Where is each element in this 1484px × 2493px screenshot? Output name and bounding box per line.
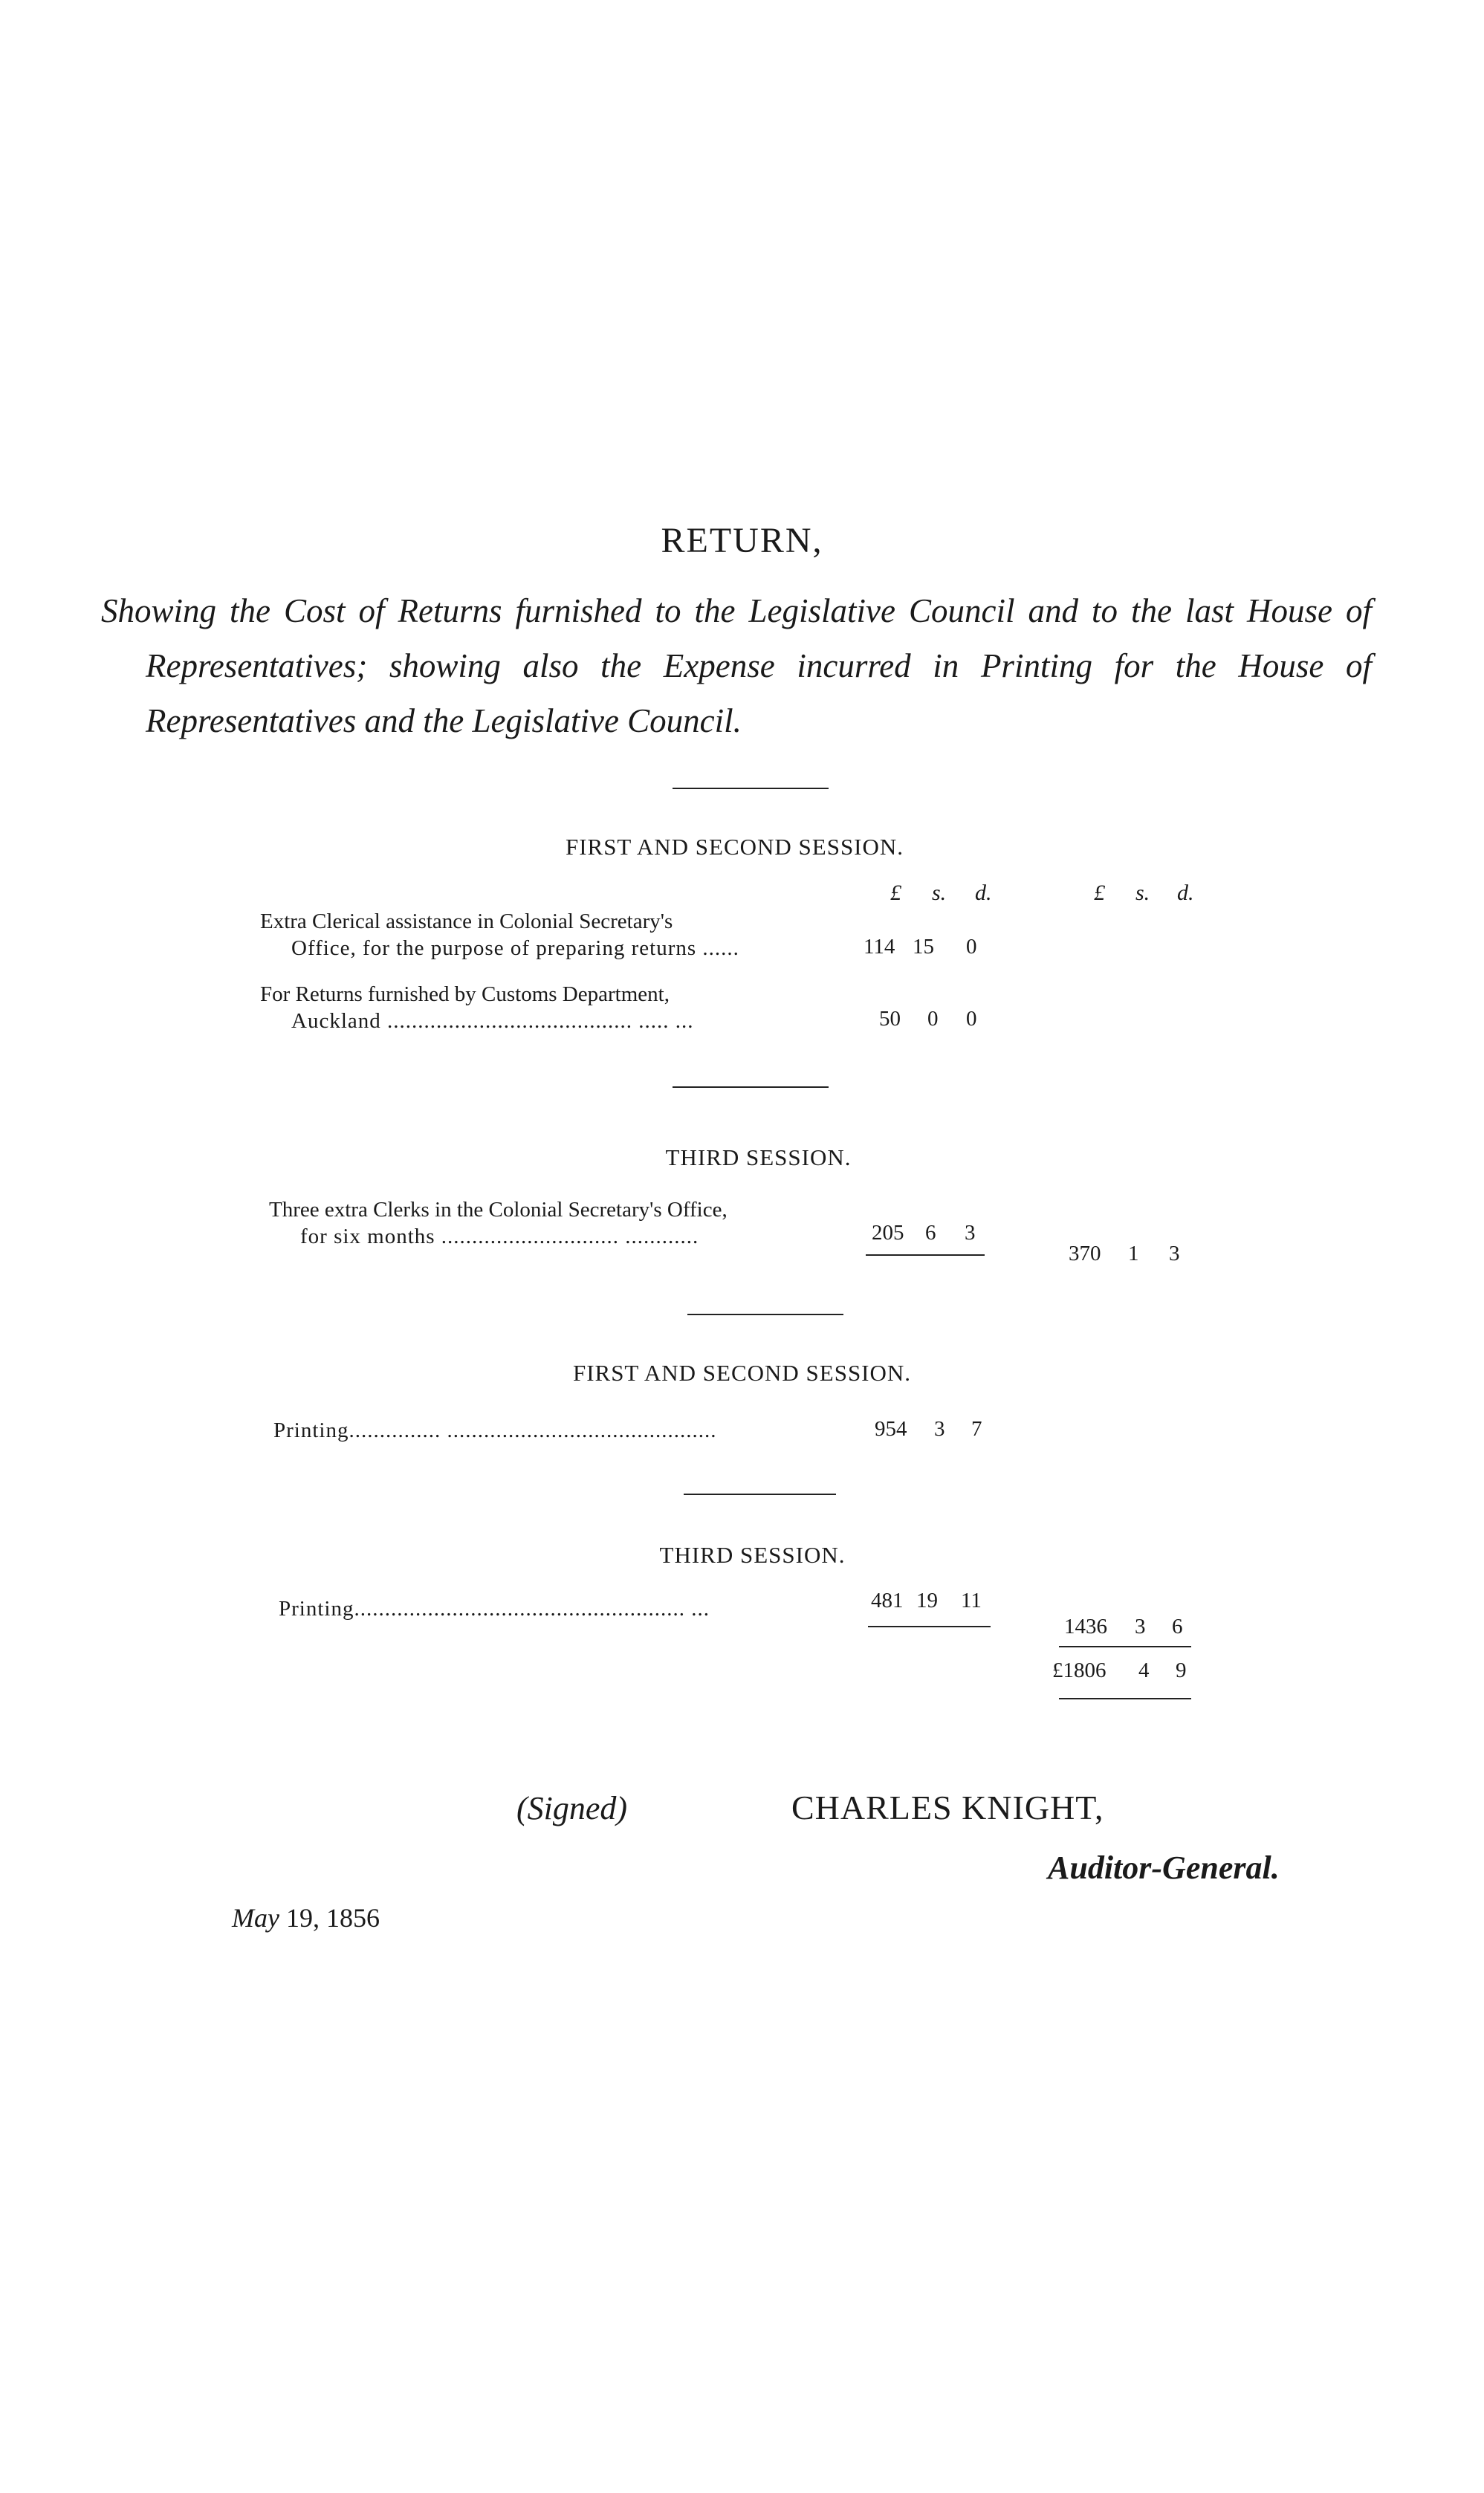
col-pound-header-1: £ <box>890 881 901 905</box>
line-item-text: Printing............... ............................................ <box>273 1419 717 1442</box>
grand-total-pounds: £1806 <box>1052 1659 1106 1682</box>
line-item <box>273 1417 853 1444</box>
col-shilling-header-2: s. <box>1135 881 1150 905</box>
total-underline <box>1059 1698 1191 1699</box>
section-heading-first-second-printing: FIRST AND SECOND SESSION. <box>572 1360 912 1386</box>
section-divider <box>673 1086 829 1088</box>
col-pound-header-2: £ <box>1094 881 1105 905</box>
line-item-text-continued: for six months ............................. ............ <box>300 1225 699 1248</box>
date-month: May <box>232 1903 279 1933</box>
signatory-office: Auditor-General. <box>1048 1850 1280 1886</box>
amount-pence: 11 <box>961 1589 982 1612</box>
col-pence-header-1: d. <box>975 881 992 905</box>
signed-label: (Signed) <box>516 1790 628 1826</box>
line-item <box>269 1196 849 1250</box>
subtotal-pounds: 370 <box>1069 1242 1101 1265</box>
grand-total-shillings: 4 <box>1138 1659 1150 1682</box>
amount-shillings: 15 <box>913 935 934 959</box>
amount-pounds: 205 <box>872 1221 904 1245</box>
amount-pence: 3 <box>965 1221 976 1245</box>
line-item-text-continued: Office, for the purpose of preparing returns ...... <box>291 936 739 960</box>
line-item <box>260 908 840 962</box>
line-item <box>279 1595 858 1622</box>
section-divider <box>687 1314 843 1315</box>
amount-pounds: 954 <box>875 1417 907 1441</box>
total-rule <box>1059 1646 1191 1647</box>
line-item-text: For Returns furnished by Customs Department, <box>260 982 670 1006</box>
subtotal-shillings: 3 <box>1135 1615 1146 1638</box>
line-item <box>260 981 840 1034</box>
subtotal-pence: 3 <box>1169 1242 1180 1265</box>
page-title: RETURN, <box>661 521 823 560</box>
section-divider <box>673 788 829 789</box>
col-shilling-header-1: s. <box>932 881 947 905</box>
section-heading-third-returns: THIRD SESSION. <box>665 1144 852 1170</box>
date-day-year: 19, 1856 <box>285 1903 380 1933</box>
amount-pence: 0 <box>966 1007 977 1031</box>
line-item-text-continued: Auckland ........................................ ..... ... <box>291 1009 694 1033</box>
amount-pounds: 114 <box>863 935 895 959</box>
section-divider <box>684 1494 836 1495</box>
amount-pounds: 481 <box>871 1589 904 1612</box>
subtotal-shillings: 1 <box>1128 1242 1139 1265</box>
subtotal-rule <box>866 1254 985 1256</box>
amount-pence: 7 <box>971 1417 982 1441</box>
amount-shillings: 19 <box>916 1589 938 1612</box>
amount-pence: 0 <box>966 935 977 959</box>
page-subtitle: Showing the Cost of Returns furnished to the Legislative Council and to the last House of Representatives; showing also the Expense incurred in Printing for the House of Representatives and the Legislative Council. <box>101 592 1372 739</box>
amount-shillings: 3 <box>934 1417 945 1441</box>
grand-total-pence: 9 <box>1176 1659 1187 1682</box>
amount-shillings: 6 <box>925 1221 936 1245</box>
amount-shillings: 0 <box>927 1007 939 1031</box>
subtotal-pence: 6 <box>1172 1615 1183 1638</box>
signatory-name: CHARLES KNIGHT, <box>791 1789 1104 1826</box>
line-item-text: Extra Clerical assistance in Colonial Secretary's <box>260 910 673 933</box>
section-heading-first-second-returns: FIRST AND SECOND SESSION. <box>565 834 904 860</box>
col-pence-header-2: d. <box>1177 881 1194 905</box>
line-item-text: Three extra Clerks in the Colonial Secretary's Office, <box>269 1198 728 1222</box>
section-heading-third-printing: THIRD SESSION. <box>659 1542 846 1568</box>
line-item-text: Printing...................................................... ... <box>279 1597 710 1621</box>
subtotal-pounds: 1436 <box>1064 1615 1107 1638</box>
document-date <box>232 1902 380 1933</box>
amount-pounds: 50 <box>879 1007 901 1031</box>
subtotal-rule <box>868 1626 991 1627</box>
